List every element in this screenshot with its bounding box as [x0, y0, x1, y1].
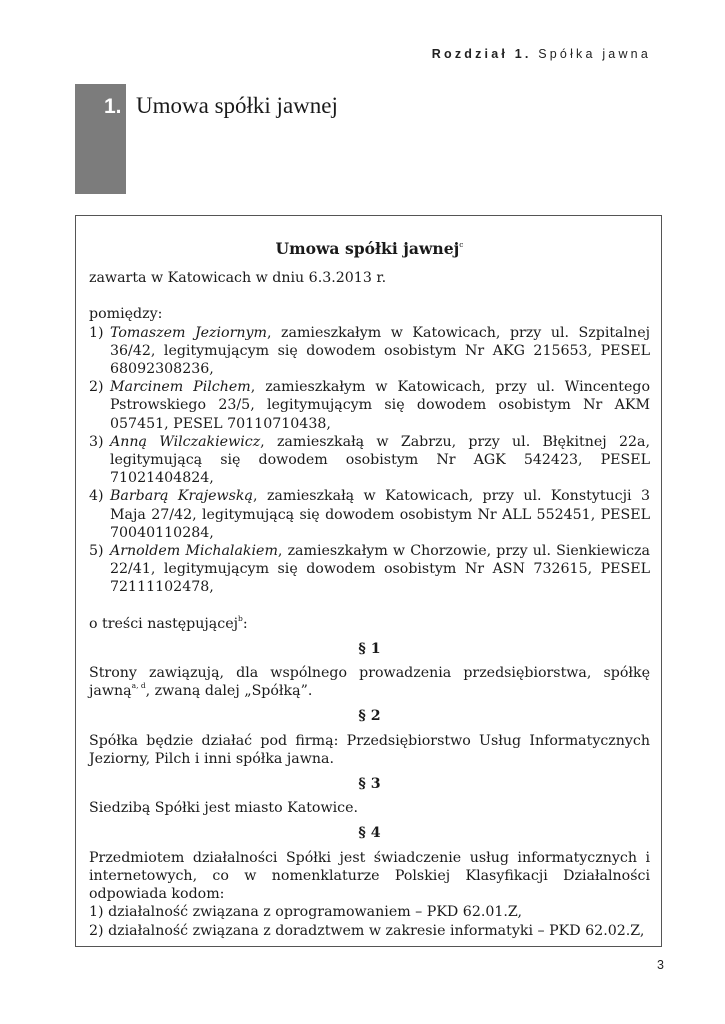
section-text: Przedmiotem działalności Spółki jest świadczenie usług informatycznych i internetowych, co w nomenklaturze Polskiej Klasyfikacji Działalności odpowiada kodom: — [89, 849, 650, 903]
party-item: 1) Tomaszem Jeziornym, zamieszkałym w Katowicach, przy ul. Szpitalnej 36/42, legitymującym się dowodem osobistym Nr AKG 215653, PESEL 68092308236, — [89, 324, 650, 378]
contract-document — [89, 240, 650, 940]
between-label: pomiędzy: — [89, 306, 163, 323]
parties-list — [89, 324, 650, 597]
footnote-mark: a, d — [131, 681, 146, 691]
section-heading: § 2 — [358, 708, 381, 725]
footnote-mark: b — [238, 613, 243, 623]
party-item: 5) Arnoldem Michalakiem, zamieszkałym w Chorzowie, przy ul. Sienkiewicza 22/41, legitymującym się dowodem osobistym Nr ASN 732615, PESEL 72111102478, — [89, 543, 650, 596]
section-text: Spółka będzie działać pod firmą: Przedsiębiorstwo Usług Informatycznych Jeziorny, Pilch i inni spółka jawna. — [89, 732, 650, 767]
party-item: 4) Barbarą Krajewską, zamieszkałą w Katowicach, przy ul. Konstytucji 3 Maja 27/42, legitymującą się dowodem osobistym Nr ALL 552451, PESEL 70040110284, — [89, 488, 650, 541]
concluded-line: zawarta w Katowicach w dniu 6.3.2013 r. — [89, 270, 387, 287]
contract-title: Umowa spółki jawnej$^c$ — [275, 239, 464, 258]
running-head — [432, 47, 651, 61]
content-intro: o treści następującej$^b$: — [89, 613, 248, 632]
running-head-section: Spółka jawna — [538, 47, 651, 61]
party-name: Barbarą Krajewską — [110, 488, 253, 505]
party-item: 3) Anną Wilczakiewicz, zamieszkałą w Zabrzu, przy ul. Błękitnej 22a, legitymującą się dowodem osobistym Nr AGK 542423, PESEL 71021404824, — [89, 433, 650, 487]
party-name: Marcinem Pilchem — [110, 379, 251, 396]
section-text: Siedzibą Spółki jest miasto Katowice. — [89, 800, 358, 817]
chapter-title: Umowa spółki jawnej — [136, 93, 338, 118]
section-heading: § 4 — [358, 825, 381, 842]
running-head-chapter: Rozdział 1. — [431, 47, 532, 61]
party-name: Anną Wilczakiewicz — [110, 433, 261, 450]
chapter-number: 1. — [104, 95, 122, 118]
page-number: 3 — [657, 958, 664, 972]
activity-item: 1) działalność związana z oprogramowaniem – PKD 62.01.Z, — [89, 904, 523, 921]
party-name: Tomaszem Jeziornym — [110, 324, 267, 341]
activity-list — [89, 903, 650, 939]
party-item: 2) Marcinem Pilchem, zamieszkałym w Katowicach, przy ul. Wincentego Pstrowskiego 23/5, legitymującym się dowodem osobistym Nr AKM 057451, PESEL 70110710438, — [89, 379, 650, 432]
party-name: Arnoldem Michalakiem — [110, 543, 278, 560]
section-text: Strony zawiązują, dla wspólnego prowadzenia przedsiębiorstwa, spółkę jawną$^{a, d}$, zwaną dalej „Spółką”. — [89, 665, 650, 700]
footnote-mark: c — [459, 240, 464, 249]
section-heading: § 1 — [358, 640, 381, 657]
activity-item: 2) działalność związana z doradztwem w zakresie informatyki – PKD 62.02.Z, — [89, 922, 645, 939]
section-heading: § 3 — [358, 776, 381, 793]
